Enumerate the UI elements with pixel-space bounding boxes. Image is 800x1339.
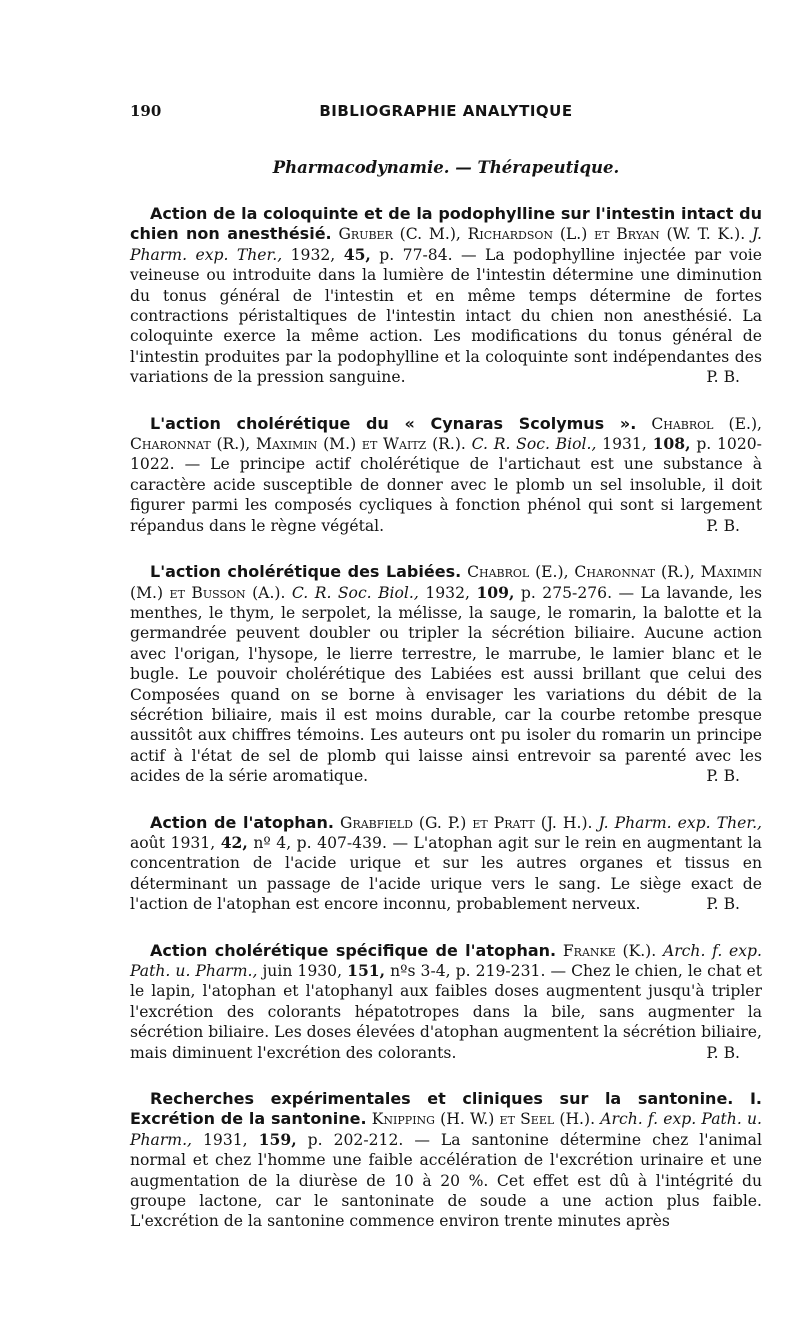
abstract-signature: P. B. — [706, 767, 740, 786]
abstract-year: 1932, — [290, 245, 336, 264]
abstract-volume: 108, — [652, 434, 691, 454]
abstract-journal: Arch. f. exp. Path. u. Pharm., — [130, 941, 762, 980]
abstract-atophan-specifique — [130, 941, 762, 1063]
abstract-authors: Knipping (H. W.) et Seel (H.). — [371, 1110, 596, 1129]
abstract-pages: nº 4, p. 407-439. — [253, 833, 387, 852]
abstract-year: 1931, — [602, 435, 647, 454]
abstract-title: L'action cholérétique du « Cynaras Scolymus ». — [150, 413, 637, 433]
abstract-year: 1931, — [203, 1130, 248, 1149]
abstract-authors: Grabfield (G. P.) et Pratt (J. H.). — [339, 813, 593, 832]
abstract-year: juin 1930, — [262, 962, 343, 980]
abstract-year: août 1931, — [130, 833, 216, 852]
abstract-title: Action cholérétique spécifique de l'atophan. — [150, 940, 557, 960]
abstract-volume: 109, — [476, 582, 515, 602]
abstracts-list — [130, 204, 762, 1258]
abstract-authors: Chabrol (E.), Charonnat (R.), Maximin (M.) et Busson (A.). — [130, 563, 762, 602]
abstract-cynaras — [130, 414, 762, 536]
abstract-text: — La podophylline injectée par voie veineuse ou introduite dans la lumière de l'intestin détermine une diminution du tonus général de l'intestin et en même temps détermine de fortes contractions péristaltiques de l'intestin intact du chien non anesthésié. La coloquinte exerce la même action. Les modifications du tonus général de l'intestin produites par la podophylline et la coloquinte sont indépendantes des variations de la pression sanguine. — [130, 245, 762, 387]
abstract-text: — La lavande, les menthes, le thym, le serpolet, la mélisse, la sauge, le romarin, la balotte et la germandrée peuvent doubler ou tripler la sécrétion biliaire. Aucune action avec l'origan, l'hysope, le lierre terrestre, le marrube, le lamier blanc et le bugle. Le pouvoir cholérétique des Labiées est aussi brillant que celui des Composées quand on se borne à envisager les variations du débit de la sécrétion biliaire, mais il est moins durable, car la courbe retombe presque aussitôt aux chiffres témoins. Les auteurs ont pu isoler du romarin un principe actif à l'état de sel de plomb qui laisse ainsi entrevoir sa parenté avec les acides de la série aromatique. — [130, 583, 762, 786]
abstract-journal: C. R. Soc. Biol., — [291, 583, 419, 602]
abstract-journal: C. R. Soc. Biol., — [471, 435, 597, 454]
abstract-text: — Le principe actif cholérétique de l'artichaut est une substance à caractère acide susceptible de donner avec le plomb un sel insoluble, il doit figurer parmi les composés cycliques à fonction phénol qui sont si largement répandus dans le règne végétal. — [130, 455, 762, 535]
abstract-text: — La santonine détermine chez l'animal normal et chez l'homme une faible accélération de l'excrétion urinaire et une augmentation de la diurèse de 10 à 20 %. Cet effet est dû à l'intégrité du groupe lactone, car le santoninate de soude a une action plus faible. L'excrétion de la santonine commence environ trente minutes après — [130, 1130, 762, 1231]
abstract-authors: Gruber (C. M.), Richardson (L.) et Bryan (W. T. K.). — [338, 225, 746, 244]
running-head — [130, 102, 762, 124]
abstract-title: L'action cholérétique des Labiées. — [150, 562, 462, 582]
abstract-pages: p. 275-276. — [520, 583, 613, 602]
abstract-pages: p. 202-212. — [307, 1130, 404, 1149]
abstract-pages: p. 1020-1022. — [130, 435, 762, 474]
abstract-volume: 159, — [258, 1129, 297, 1149]
abstract-text: — L'atophan agit sur le rein en augmentant la concentration de l'acide urique et sur les autres organes et tissus en déterminant un passage de l'acide urique vers le sang. Le siège exact de l'action de l'atophan est encore inconnu, probablement nerveux. — [130, 833, 762, 914]
abstract-volume: 151, — [347, 961, 386, 980]
abstract-title: Recherches expérimentales et cliniques sur la santonine. I. Excrétion de la santonine. — [130, 1089, 762, 1129]
abstract-atophan — [130, 813, 762, 915]
abstract-signature: P. B. — [706, 368, 740, 387]
abstract-title: Action de l'atophan. — [150, 812, 334, 832]
section-heading: Pharmacodynamie. — Thérapeutique. — [272, 158, 620, 177]
page-number: 190 — [130, 102, 162, 120]
abstract-volume: 45, — [343, 244, 371, 264]
abstract-volume: 42, — [220, 832, 248, 852]
abstract-coloquinte — [130, 204, 762, 388]
abstract-authors: Franke (K.). — [562, 941, 657, 960]
abstract-text: — Chez le chien, le chat et le lapin, l'atophan et l'atophanyl aux faibles doses augmentent jusqu'à tripler l'excrétion des colorants hépatotropes dans la bile, sans augmenter la sécrétion biliaire. Les doses élevées d'atophan augmentent la sécrétion biliaire, mais diminuent l'excrétion des colorants. — [130, 962, 762, 1062]
abstract-signature: P. B. — [706, 895, 740, 914]
abstract-pages: nºs 3-4, p. 219-231. — [390, 962, 546, 980]
journal-header: BIBLIOGRAPHIE ANALYTIQUE — [319, 102, 573, 120]
abstract-journal: J. Pharm. exp. Ther., — [130, 225, 762, 264]
abstract-signature: P. B. — [706, 1043, 740, 1062]
abstract-pages: p. 77-84. — [379, 245, 453, 264]
abstract-santonine — [130, 1089, 762, 1232]
abstract-year: 1932, — [425, 583, 470, 602]
abstract-journal: Arch. f. exp. Path. u. Pharm., — [130, 1110, 762, 1149]
abstract-signature: P. B. — [706, 516, 740, 535]
abstract-authors: Chabrol (E.), Charonnat (R.), Maximin (M.) et Waitz (R.). — [130, 414, 762, 454]
abstract-title: Action de la coloquinte et de la podophylline sur l'intestin intact du chien non anesthésié. — [130, 204, 762, 244]
abstract-labiees — [130, 562, 762, 786]
abstract-journal: J. Pharm. exp. Ther., — [598, 813, 762, 832]
